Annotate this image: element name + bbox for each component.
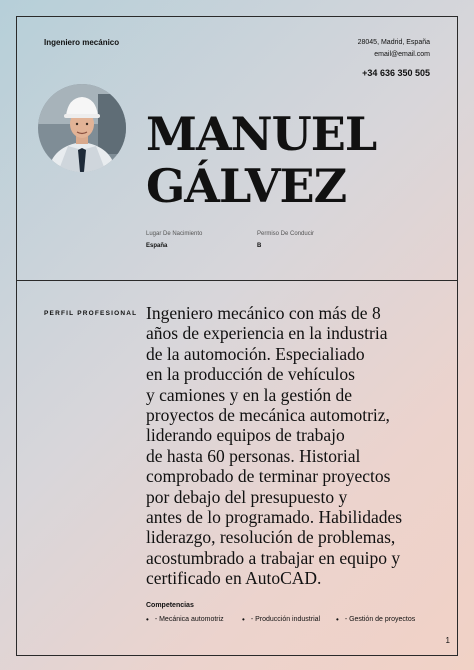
skills-title: Competencias: [146, 602, 194, 609]
fact-license: [257, 228, 314, 252]
email-text: email@email.com: [374, 51, 430, 58]
profile-line: y camiones y en la gestión de: [146, 384, 353, 405]
fact-value: B: [257, 243, 262, 249]
skill-item: [242, 615, 336, 624]
fact-label: Lugar De Nacimiento: [146, 231, 203, 237]
address-text: 28045, Madrid, España: [357, 39, 430, 46]
skill-label: - Gestión de proyectos: [344, 616, 416, 623]
full-name: [146, 108, 376, 212]
profile-line: antes de lo programado. Habilidades: [146, 507, 403, 528]
page-number: 1: [445, 636, 450, 645]
profile-line: acostumbrado a trabajar en equipo y: [146, 547, 401, 568]
first-name: MANUEL: [146, 107, 377, 161]
skill-label: - Mecánica automotriz: [154, 616, 224, 623]
avatar-illustration: [38, 84, 126, 172]
profile-text: [146, 303, 422, 589]
fact-label: Permiso De Conducir: [257, 231, 315, 237]
skill-label: - Producción industrial: [250, 616, 321, 623]
bullet-icon: •: [336, 615, 339, 624]
profile-line: proyectos de mecánica automotriz,: [146, 405, 390, 426]
skill-item: [336, 615, 415, 624]
bullet-icon: •: [146, 615, 149, 624]
profile-line: de hasta 60 personas. Historial: [146, 445, 361, 466]
profile-line: años de experiencia en la industria: [146, 323, 388, 344]
fact-birthplace: [146, 228, 202, 252]
profile-line: por debajo del presupuesto y: [146, 486, 348, 507]
fact-value: España: [146, 243, 168, 249]
profile-line: comprobado de terminar proyectos: [146, 466, 391, 487]
profile-line: certificado en AutoCAD.: [146, 568, 322, 589]
skills-list: [146, 615, 415, 624]
section-divider: [16, 280, 458, 281]
contact-block: [358, 37, 430, 80]
last-name: GÁLVEZ: [146, 159, 347, 213]
section-label-profile: PERFIL PROFESIONAL: [44, 310, 138, 317]
profile-line: en la producción de vehículos: [146, 364, 355, 385]
skill-item: [146, 615, 242, 624]
profile-line: liderazgo, resolución de problemas,: [146, 527, 396, 548]
profile-line: Ingeniero mecánico con más de 8: [146, 303, 381, 323]
job-title: Ingeniero mecánico: [44, 38, 120, 47]
profile-photo: [38, 84, 126, 172]
bullet-icon: •: [242, 615, 245, 624]
profile-line: de la automoción. Especialiado: [146, 343, 365, 364]
phone-text: +34 636 350 505: [362, 68, 430, 78]
profile-line: liderando equipos de trabajo: [146, 425, 345, 446]
